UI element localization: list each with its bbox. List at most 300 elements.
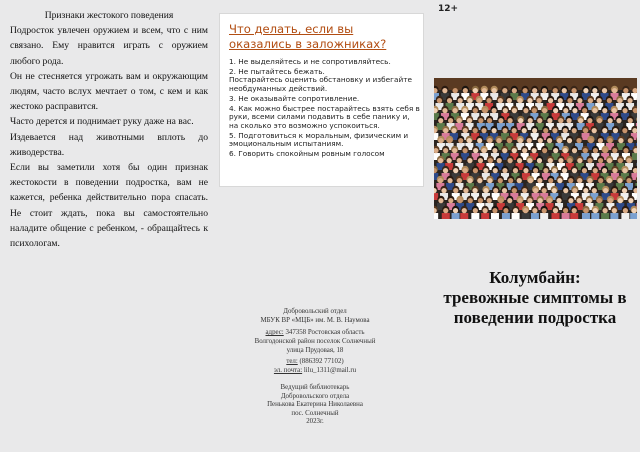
crowd-person-face (482, 88, 487, 93)
crowd-person-face (522, 188, 527, 193)
crowd-person-face (567, 118, 572, 123)
crowd-person-face (602, 128, 607, 133)
crowd-person-face (577, 198, 582, 203)
crowd-person-face (442, 108, 447, 113)
hostage-advice-list (229, 58, 421, 160)
crowd-person-face (453, 208, 458, 213)
crowd-person-face (528, 118, 533, 123)
address-line-3: улица Прудовая, 18 (286, 347, 344, 354)
crowd-person-face (593, 148, 598, 153)
crowd-person-face (612, 148, 617, 153)
crowd-person-face (473, 128, 478, 133)
crowd-person-face (553, 208, 558, 213)
crowd-person-face (542, 188, 547, 193)
crowd-person-face (538, 198, 543, 203)
crowd-person-face (603, 188, 608, 193)
signs-heading: Признаки жестокого поведения (44, 10, 174, 21)
crowd-person-face (562, 88, 567, 93)
crowd-person-body (434, 213, 438, 219)
crowd-person-body (582, 213, 590, 219)
crowd-person-body (551, 213, 559, 219)
crowd-person-face (602, 108, 607, 113)
hostage-advice-box (219, 13, 424, 187)
crowd-person-face (493, 168, 498, 173)
crowd-person-face (498, 178, 503, 183)
crowd-person-face (512, 188, 517, 193)
crowd-person-face (517, 158, 522, 163)
list-item: 3. Не оказывайте сопротивление. (229, 93, 360, 103)
list-item: 2. Не пытайтесь бежать. (229, 67, 325, 76)
crowd-person-face (498, 98, 503, 103)
crowd-person-face (467, 138, 472, 143)
crowd-person-body (591, 213, 599, 219)
signs-paragraph-1: Подросток увлечен оружием и всем, что с ним связано. Ему нравится играть с оружием любого рода. (10, 25, 208, 67)
email-label: эл. почта: (273, 367, 303, 374)
crowd-person-face (463, 188, 468, 193)
crowd-person-body (522, 213, 530, 219)
signs-paragraph-3: Часто дерется и поднимает руку даже на вас. (10, 116, 194, 128)
crowd-person-face (483, 188, 488, 193)
crowd-person-face (623, 148, 628, 153)
crowd-person-face (628, 138, 633, 143)
crowd-person-body (452, 213, 460, 219)
crowd-person-face (492, 148, 497, 153)
crowd-person-face (537, 118, 542, 123)
crowd-person-face (438, 118, 443, 123)
crowd-person-face (626, 158, 631, 163)
crowd-person-face (572, 188, 577, 193)
hostage-box-title (229, 22, 386, 52)
crowd-person-face (563, 188, 568, 193)
crowd-person-face (572, 128, 577, 133)
crowd-person-face (522, 148, 527, 153)
crowd-person-face (498, 118, 503, 123)
crowd-person-face (583, 188, 588, 193)
phone-value: (886392 77102) (297, 358, 344, 365)
crowd-person-face (577, 98, 582, 103)
crowd-person-face (607, 178, 612, 183)
crowd-person-face (563, 128, 568, 133)
crowd-person-face (542, 88, 547, 93)
crowd-person-face (618, 198, 623, 203)
email-value: lilu_1311@mail.ru (302, 367, 357, 374)
crowd-person-body (610, 213, 618, 219)
crowd-person-face (481, 148, 486, 153)
crowd-person-face (576, 138, 581, 143)
crowd-person-face (567, 98, 572, 103)
org-name-line-2: МБУК ВР «МЦБ» им. М. В. Наумова (260, 317, 370, 324)
crowd-person-face (486, 98, 491, 103)
crowd-person-face (453, 188, 458, 193)
crowd-person-face (502, 148, 507, 153)
crowd-person-face (473, 208, 478, 213)
crowd-person-face (517, 198, 522, 203)
crowd-person-face (481, 128, 486, 133)
staff-department: Добровольского отдела (280, 392, 350, 400)
signs-paragraph-4: Издевается над животными вплоть до живодерства. (10, 131, 208, 158)
crowd-person-face (542, 208, 547, 213)
crowd-person-face (477, 138, 482, 143)
crowd-person-face (482, 108, 487, 113)
crowd-person-face (618, 138, 623, 143)
crowd-person-body (512, 213, 520, 219)
crowd-person-face (587, 118, 592, 123)
crowd-person-face (483, 208, 488, 213)
crowd-person-body (531, 213, 539, 219)
crowd-person-face (622, 108, 627, 113)
crowd-person-face (608, 198, 613, 203)
crowd-person-face (532, 208, 537, 213)
crowd-person-face (532, 108, 537, 113)
crowd-person-face (443, 208, 448, 213)
crowd-person-face (447, 138, 452, 143)
crowd-person-face (438, 138, 443, 143)
crowd-person-face (612, 168, 617, 173)
crowd-person-face (458, 98, 463, 103)
crowd-person-face (578, 118, 583, 123)
crowd-person-face (612, 188, 617, 193)
crowd-person-face (532, 148, 537, 153)
signs-column (10, 8, 208, 251)
crowd-person-face (537, 158, 542, 163)
crowd-person-face (622, 128, 627, 133)
crowd-person-face (557, 138, 562, 143)
crowd-person-face (483, 168, 488, 173)
crowd-person-face (508, 158, 513, 163)
signs-paragraph-5: Если вы заметили хотя бы один признак жестокости в поведении подростка, вам не кажется, ребенка действительно пора спасать. Не стоит ждать, пока вы самостоятельно наладите общение с ребенком, - обращайтесь к психологам. (10, 162, 208, 250)
crowd-person-face (602, 168, 607, 173)
crowd-person-face (528, 178, 533, 183)
list-item: Постарайтесь оценить обстановку и избегайте необдуманных действий. (229, 75, 412, 93)
crowd-person-face (607, 98, 612, 103)
crowd-person-face (467, 118, 472, 123)
crowd-person-face (522, 88, 527, 93)
crowd-person-face (447, 158, 452, 163)
crowd-person-face (523, 108, 528, 113)
crowd-person-face (487, 118, 492, 123)
brochure-title (432, 268, 638, 328)
crowd-person-face (533, 168, 538, 173)
address-value: 347358 Ростовская область (283, 329, 365, 336)
crowd-person-face (538, 138, 543, 143)
address-line-2: Волгодонской район поселок Солнечный (254, 338, 376, 345)
crowd-person-face (612, 208, 617, 213)
crowd-person-body (460, 213, 468, 219)
crowd-person-face (603, 208, 608, 213)
crowd-person-face (473, 88, 478, 93)
crowd-person-face (498, 198, 503, 203)
crowd-person-body (540, 213, 548, 219)
staff-name: Пенькова Екатерина Николаевна (267, 401, 363, 409)
crowd-person-face (583, 88, 588, 93)
crowd-person-body (621, 213, 629, 219)
crowd-person-face (543, 128, 548, 133)
crowd-person-face (618, 158, 623, 163)
crowd-person-face (462, 208, 467, 213)
crowd-person-face (552, 168, 557, 173)
crowd-person-face (488, 158, 493, 163)
list-item: 1. Не выделяйтесь и не сопротивляйтесь. (229, 57, 391, 66)
crowd-person-face (547, 138, 552, 143)
crowd-person-face (607, 158, 612, 163)
crowd-person-face (513, 168, 518, 173)
crowd-person-face (507, 138, 512, 143)
crowd-person-face (548, 178, 553, 183)
crowd-person-face (583, 148, 588, 153)
crowd-person-face (463, 168, 468, 173)
crowd-person-face (457, 158, 462, 163)
crowd-person-face (441, 188, 446, 193)
crowd-person-face (457, 118, 462, 123)
crowd-person-face (447, 98, 452, 103)
staff-position: Ведущий библиотекарь (280, 384, 350, 391)
crowd-person-face (613, 128, 618, 133)
crowd-person-face (593, 168, 598, 173)
crowd-person-face (547, 198, 552, 203)
crowd-person-face (568, 198, 573, 203)
crowd-person-face (543, 168, 548, 173)
org-name-line-1: Добровольский отдел (283, 308, 347, 315)
crowd-person-face (467, 158, 472, 163)
crowd-person-face (527, 198, 532, 203)
crowd-person-face (452, 148, 457, 153)
crowd-person-face (587, 198, 592, 203)
crowd-person-face (448, 198, 453, 203)
crowd-person-face (532, 128, 537, 133)
crowd-person-face (477, 98, 482, 103)
crowd-person-face (557, 178, 562, 183)
crowd-person-face (458, 138, 463, 143)
crowd-person-face (443, 148, 448, 153)
crowd-person-face (617, 98, 622, 103)
crowd-person-face (452, 108, 457, 113)
crowd-person-body (630, 213, 637, 219)
crowd-person-face (542, 108, 547, 113)
crowd-person-face (593, 208, 598, 213)
crowd-person-face (588, 138, 593, 143)
crowd-person-face (517, 98, 522, 103)
crowd-person-face (477, 178, 482, 183)
age-rating-badge: 12+ (438, 4, 459, 14)
crowd-person-face (513, 208, 518, 213)
crowd-person-face (478, 158, 483, 163)
crowd-person-face (542, 148, 547, 153)
crowd-person-face (628, 118, 633, 123)
crowd-person-face (493, 188, 498, 193)
staff-year: 2023г. (306, 418, 324, 426)
crowd-person-face (438, 198, 443, 203)
crowd-person-face (572, 148, 577, 153)
crowd-person-face (473, 148, 478, 153)
crowd-person-face (487, 178, 492, 183)
crowd-person-face (468, 198, 473, 203)
crowd-person-face (512, 148, 517, 153)
crowd-person-face (487, 138, 492, 143)
crowd-person-face (478, 118, 483, 123)
crowd-person-face (622, 168, 627, 173)
crowd-person-face (582, 168, 587, 173)
crowd-person-face (598, 158, 603, 163)
crowd-person-face (608, 118, 613, 123)
crowd-person-face (492, 88, 497, 93)
title-line-3: поведении подростка (453, 308, 617, 327)
crowd-person-face (603, 148, 608, 153)
crowd-person-face (572, 168, 577, 173)
crowd-person-face (448, 118, 453, 123)
crowd-person-face (598, 178, 603, 183)
crowd-person-face (612, 88, 617, 93)
staff-block (240, 384, 390, 427)
crowd-person-face (623, 88, 628, 93)
address-line (240, 328, 390, 337)
crowd-person-face (503, 208, 508, 213)
list-item: 4. Как можно быстрее постарайтесь взять себя в руки, всеми силами подавить в себе панику и, на сколько это возможно успокоиться. (229, 103, 420, 130)
crowd-person-face (502, 188, 507, 193)
crowd-person-body (570, 213, 578, 219)
crowd-person-face (553, 148, 558, 153)
crowd-person-face (537, 98, 542, 103)
crowd-person-face (592, 188, 597, 193)
crowd-person-face (583, 208, 588, 213)
crowd-person-face (571, 88, 576, 93)
crowd-person-face (623, 208, 628, 213)
crowd-person-face (567, 138, 572, 143)
crowd-person-face (537, 178, 542, 183)
phone-line (240, 357, 390, 366)
crowd-person-face (463, 88, 468, 93)
crowd-person-face (518, 118, 523, 123)
crowd-person-face (438, 158, 443, 163)
crowd-person-face (572, 208, 577, 213)
crowd-person-face (572, 108, 577, 113)
crowd-person-face (508, 118, 513, 123)
crowd-person-face (558, 158, 563, 163)
list-item: 5. Подготовиться к моральным, физическим и эмоциональным испытаниям. (229, 130, 409, 149)
hostage-title-line-2: оказались в заложниках? (229, 37, 387, 51)
email-line (240, 366, 390, 375)
signs-paragraph-2: Он не стесняется угрожать вам и окружающим людям, часто вслух мечтает о том, с кем и как жестоко расправится. (10, 70, 208, 113)
crowd-person-face (616, 118, 621, 123)
crowd-person-face (473, 108, 478, 113)
crowd-person-face (556, 198, 561, 203)
crowd-person-face (597, 98, 602, 103)
crowd-person-face (597, 118, 602, 123)
crowd-person-face (507, 198, 512, 203)
crowd-person-face (558, 98, 563, 103)
crowd-person-face (502, 168, 507, 173)
crowd-person-face (496, 138, 501, 143)
crowd-person-face (527, 158, 532, 163)
crowd-person-face (553, 88, 558, 93)
crowd-person-face (453, 88, 458, 93)
crowd-person-face (472, 188, 477, 193)
contacts-block (240, 307, 390, 375)
crowd-person-face (597, 198, 602, 203)
crowd-person-face (547, 118, 552, 123)
crowd-person-face (592, 108, 597, 113)
crowd-person-face (598, 138, 603, 143)
crowd-person-face (487, 198, 492, 203)
crowd-person-body (601, 213, 609, 219)
crowd-person-face (563, 148, 568, 153)
crowd-person-face (451, 128, 456, 133)
crowd-person-face (507, 98, 512, 103)
crowd-person-face (492, 128, 497, 133)
crowd-person-face (558, 118, 563, 123)
crowd-person-face (577, 158, 582, 163)
crowd-person-face (612, 108, 617, 113)
crowd-photo (434, 78, 637, 219)
crowd-person-face (617, 178, 622, 183)
crowd-person-face (492, 208, 497, 213)
address-label: адрес: (265, 329, 284, 336)
list-item: 6. Говорить спокойным ровным голосом (229, 149, 385, 159)
crowd-person-face (527, 98, 532, 103)
hostage-title-line-1: Что делать, если вы (229, 22, 354, 36)
crowd-person-face (467, 98, 472, 103)
crowd-person-face (508, 178, 513, 183)
phone-label: тел: (286, 358, 298, 365)
title-line-2: тревожные симптомы в (443, 288, 627, 307)
crowd-person-face (478, 198, 483, 203)
crowd-person-face (587, 178, 592, 183)
crowd-person-face (582, 108, 587, 113)
crowd-person-face (463, 148, 468, 153)
crowd-person-face (602, 88, 607, 93)
crowd-person-face (628, 198, 633, 203)
crowd-person-face (443, 128, 448, 133)
crowd-person-face (497, 158, 502, 163)
crowd-person-face (622, 188, 627, 193)
crowd-person-face (548, 158, 553, 163)
crowd-person-face (563, 108, 568, 113)
crowd-person-face (438, 178, 443, 183)
crowd-person-face (552, 188, 557, 193)
crowd-person-face (532, 88, 537, 93)
crowd-person-face (443, 168, 448, 173)
crowd-person-face (553, 108, 558, 113)
crowd-person-body (562, 213, 570, 219)
staff-location: пос. Солнечный (291, 409, 339, 417)
crowd-person-face (512, 128, 517, 133)
crowd-person-face (626, 178, 631, 183)
crowd-person-face (457, 178, 462, 183)
crowd-person-body (442, 213, 450, 219)
crowd-person-face (502, 88, 507, 93)
crowd-person-face (462, 108, 467, 113)
crowd-person-face (512, 88, 517, 93)
crowd-person-face (447, 178, 452, 183)
crowd-person-body (502, 213, 510, 219)
crowd-person-face (587, 158, 592, 163)
crowd-person-face (592, 88, 597, 93)
crowd-person-face (503, 108, 508, 113)
crowd-person-face (518, 138, 523, 143)
crowd-person-face (632, 208, 637, 213)
crowd-person-body (481, 213, 489, 219)
crowd-person-face (563, 208, 568, 213)
crowd-person-face (562, 168, 567, 173)
crowd-person-face (512, 108, 517, 113)
crowd-person-face (467, 178, 472, 183)
crowd-person-face (583, 128, 588, 133)
crowd-person-face (473, 168, 478, 173)
crowd-person-face (517, 178, 522, 183)
crowd-person-face (437, 98, 442, 103)
crowd-person-face (588, 98, 593, 103)
crowd-person-face (533, 188, 538, 193)
crowd-person-face (492, 108, 497, 113)
